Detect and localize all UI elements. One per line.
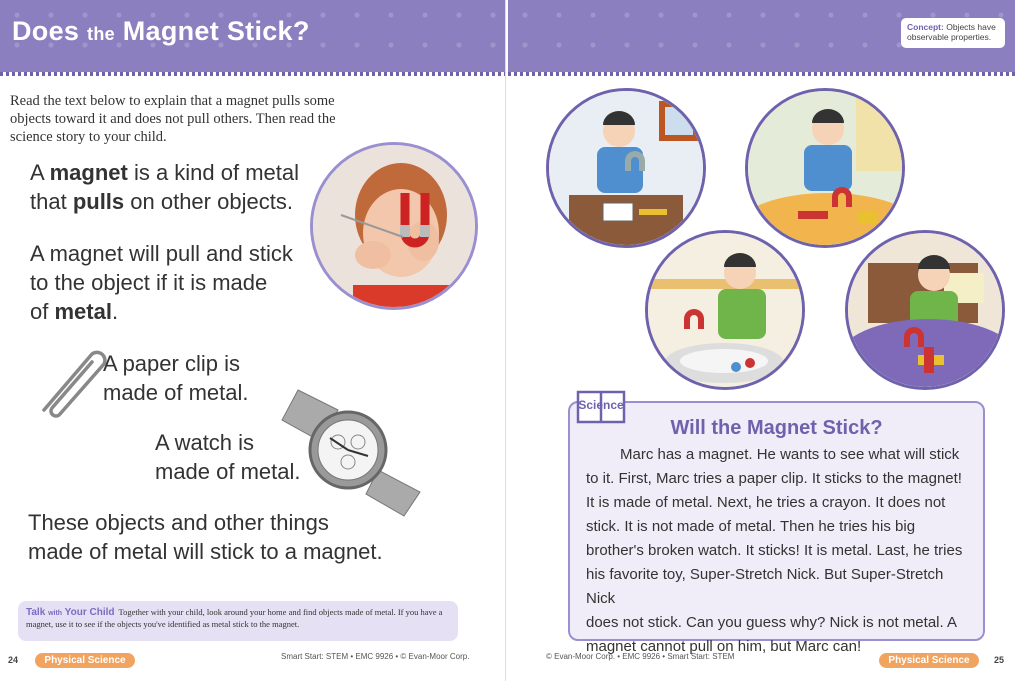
scene-crayon-illustration <box>745 88 905 248</box>
story-line: Marc has a magnet. He wants to see what will stick <box>620 446 960 463</box>
story-line: It is made of metal. Next, he tries a crayon. It does not <box>586 494 946 511</box>
story-line: to it. First, Marc tries a paper clip. It sticks to the magnet! <box>586 470 962 487</box>
page-number: 24 <box>8 655 19 665</box>
story-title: Will the Magnet Stick? <box>670 417 883 439</box>
subject-pill: Physical Science <box>35 653 135 668</box>
title-banner <box>0 0 505 72</box>
banner-dotted-border <box>508 72 1015 76</box>
science-tab-label: Science <box>578 398 624 412</box>
story-line: brother's broken watch. It sticks! It is metal. Last, he tries <box>586 542 963 559</box>
boy-with-magnet-photo <box>310 142 478 310</box>
scene-watch-illustration <box>645 230 805 390</box>
page-number: 25 <box>994 655 1005 665</box>
title-banner <box>508 0 1015 72</box>
science-book-tab <box>574 386 628 426</box>
footer-credit: © Evan-Moor Corp. • EMC 9926 • Smart Start: STEM <box>546 652 735 661</box>
story-line: does not stick. Can you guess why? Nick is not metal. A <box>586 614 958 631</box>
story-text <box>586 443 971 659</box>
subject-pill: Physical Science <box>879 653 979 668</box>
talk-box-text: Together with your child, look around your home and find objects made of metal. If you have a magnet, use it to see if the objects you've identified as metal stick to the magnet. <box>26 607 443 629</box>
scene-paperclip-illustration <box>546 88 706 248</box>
magnet-pull-text: A magnet will pull and stick to the object if it is made of metal. <box>30 241 293 324</box>
paperclip-text: A paper clip is made of metal. <box>103 351 249 405</box>
right-page <box>508 0 1015 681</box>
concept-box: Concept: Objects have observable properties. <box>901 18 1005 48</box>
banner-dotted-border <box>0 72 505 76</box>
story-line: magnet cannot pull on him, but Marc can! <box>586 638 862 655</box>
intro-text: Read the text below to explain that a magnet pulls some objects toward it and does not pull others. Then read the science story to your child. <box>10 93 336 145</box>
paperclip-icon <box>30 340 110 420</box>
page-title: Does the Magnet Stick? <box>12 16 310 46</box>
story-line: stick. It is not made of metal. Then he tries his big <box>586 518 916 535</box>
story-line: his favorite toy, Super-Stretch Nick. But Super-Stretch Nick <box>586 566 944 607</box>
wristwatch-icon <box>278 380 428 520</box>
talk-box-title: Talk with Your Child <box>26 607 115 618</box>
magnet-definition: A magnet is a kind of metal that pulls on other objects. <box>30 160 300 214</box>
science-story-box <box>568 401 985 655</box>
left-page <box>0 0 506 681</box>
footer-credit: Smart Start: STEM • EMC 9926 • © Evan-Moor Corp. <box>281 652 470 661</box>
watch-text: A watch is made of metal. <box>155 430 301 484</box>
conclusion-text: These objects and other things made of metal will stick to a magnet. <box>28 510 383 564</box>
talk-with-your-child-box <box>18 601 458 641</box>
scene-toy-illustration <box>845 230 1005 390</box>
